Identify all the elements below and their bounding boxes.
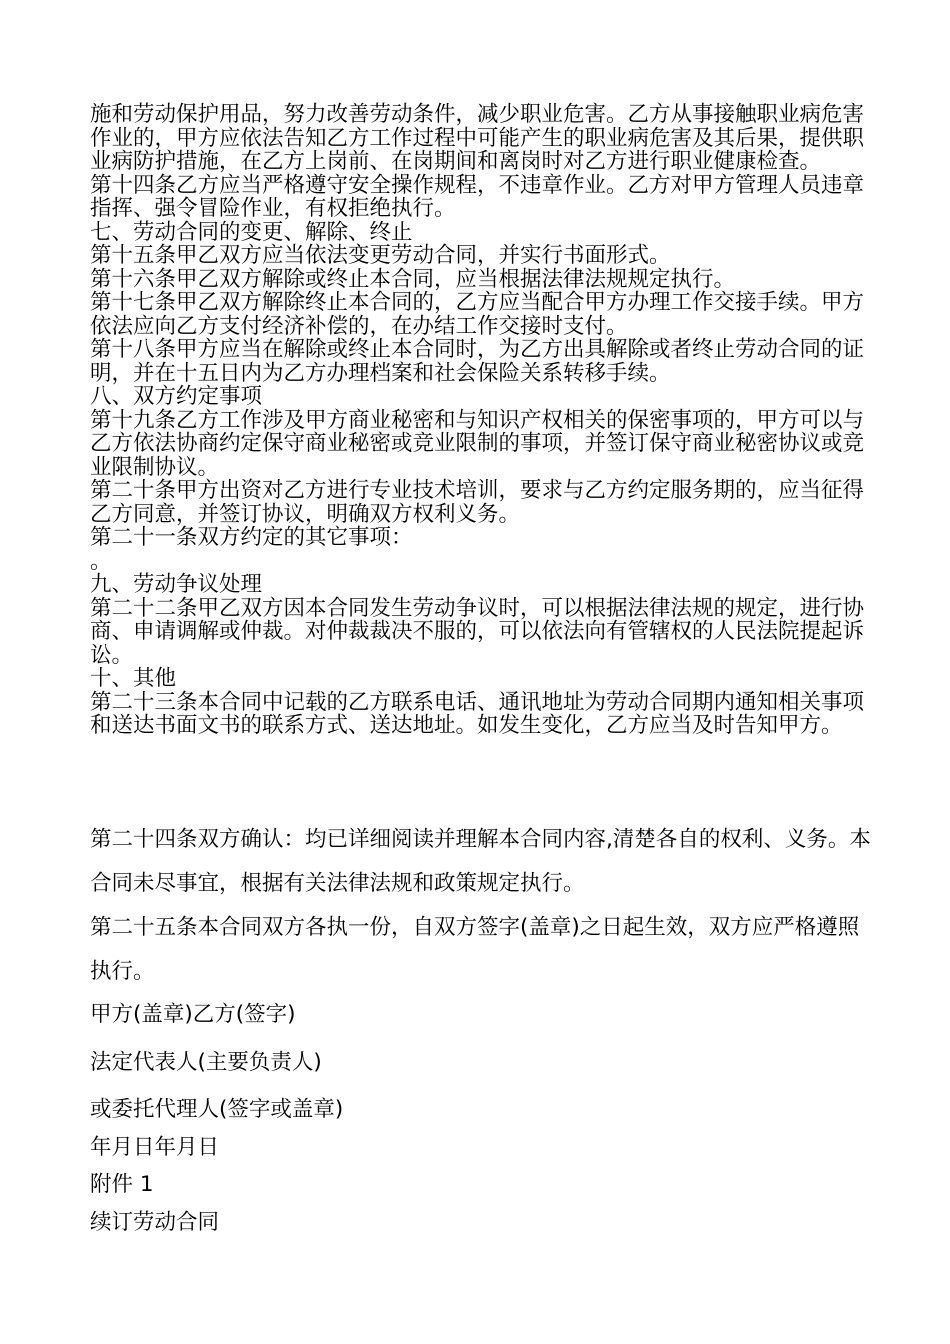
contract-text-upper [90,103,870,738]
paragraph-article-20: 第二十条甲方出资对乙方进行专业技术培训，要求与乙方约定服务期的，应当征得乙方同意，并签订协议，明确双方权利义务。 [90,478,865,527]
paragraph-protection: 施和劳动保护用品，努力改善劳动条件，减少职业危害。乙方从事接触职业病危害作业的，甲方应依法告知乙方工作过程中可能产生的职业病危害及其后果，提供职业病防护措施，在乙方上岗前、在岗期间和离岗时对乙方进行职业健康检查。 [90,102,865,174]
section-heading-9: 九、劳动争议处理 [90,572,263,597]
paragraph-period: 。 [90,548,112,574]
legal-representative-line: 法定代表人(主要负责人) [90,1049,322,1075]
paragraph-article-15: 第十五条甲乙双方应当依法变更劳动合同，并实行书面形式。 [90,243,671,268]
paragraph-article-22: 第二十二条甲乙双方因本合同发生劳动争议时，可以根据法律法规的规定，进行协商、申请调解或仲裁。对仲裁裁决不服的，可以依法向有管辖权的人民法院提起诉讼。 [90,595,865,668]
paragraph-article-24: 第二十四条双方确认：均已详细阅读并理解本合同内容,清楚各自的权利、义务。本合同未尽事宜，根据有关法律法规和政策规定执行。 [90,827,871,896]
agent-line: 或委托代理人(签字或盖章) [90,1097,344,1122]
attachment-label: 附件 1 [90,1172,154,1197]
paragraph-article-14: 第十四条乙方应当严格遵守安全操作规程，不违章作业。乙方对甲方管理人员违章指挥、强令冒险作业，有权拒绝执行。 [90,172,865,221]
paragraph-article-18: 第十八条甲方应当在解除或终止本合同时，为乙方出具解除或者终止劳动合同的证明，并在十五日内为乙方办理档案和社会保险关系转移手续。 [90,337,865,386]
paragraph-article-17: 第十七条甲乙双方解除终止本合同的，乙方应当配合甲方办理工作交接手续。甲方依法应向乙方支付经济补偿的，在办结工作交接时支付。 [90,290,865,339]
date-line: 年月日年月日 [90,1134,220,1160]
paragraph-article-16: 第十六条甲乙双方解除或终止本合同，应当根据法律法规规定执行。 [90,266,736,292]
section-heading-10: 十、其他 [90,666,177,691]
paragraph-article-21: 第二十一条双方约定的其它事项： [90,525,413,550]
paragraph-article-25: 第二十五条本合同双方各执一份，自双方签字(盖章)之日起生效，双方应严格遵照执行。 [90,915,860,984]
attachment-title: 续订劳动合同 [90,1209,220,1235]
paragraph-article-19: 第十九条乙方工作涉及甲方商业秘密和与知识产权相关的保密事项的，甲方可以与乙方依法协商约定保守商业秘密或竞业限制的事项，并签订保守商业秘密协议或竞业限制协议。 [90,407,865,480]
paragraph-article-23: 第二十三条本合同中记载的乙方联系电话、通讯地址为劳动合同期内通知相关事项和送达书面文书的联系方式、送达地址。如发生变化，乙方应当及时告知甲方。 [90,689,865,738]
contract-text-lower [90,818,880,1234]
signature-parties: 甲方(盖章)乙方(签字) [90,1002,296,1027]
section-heading-8: 八、双方约定事项 [90,384,263,409]
section-heading-7: 七、劳动合同的变更、解除、终止 [90,219,413,245]
